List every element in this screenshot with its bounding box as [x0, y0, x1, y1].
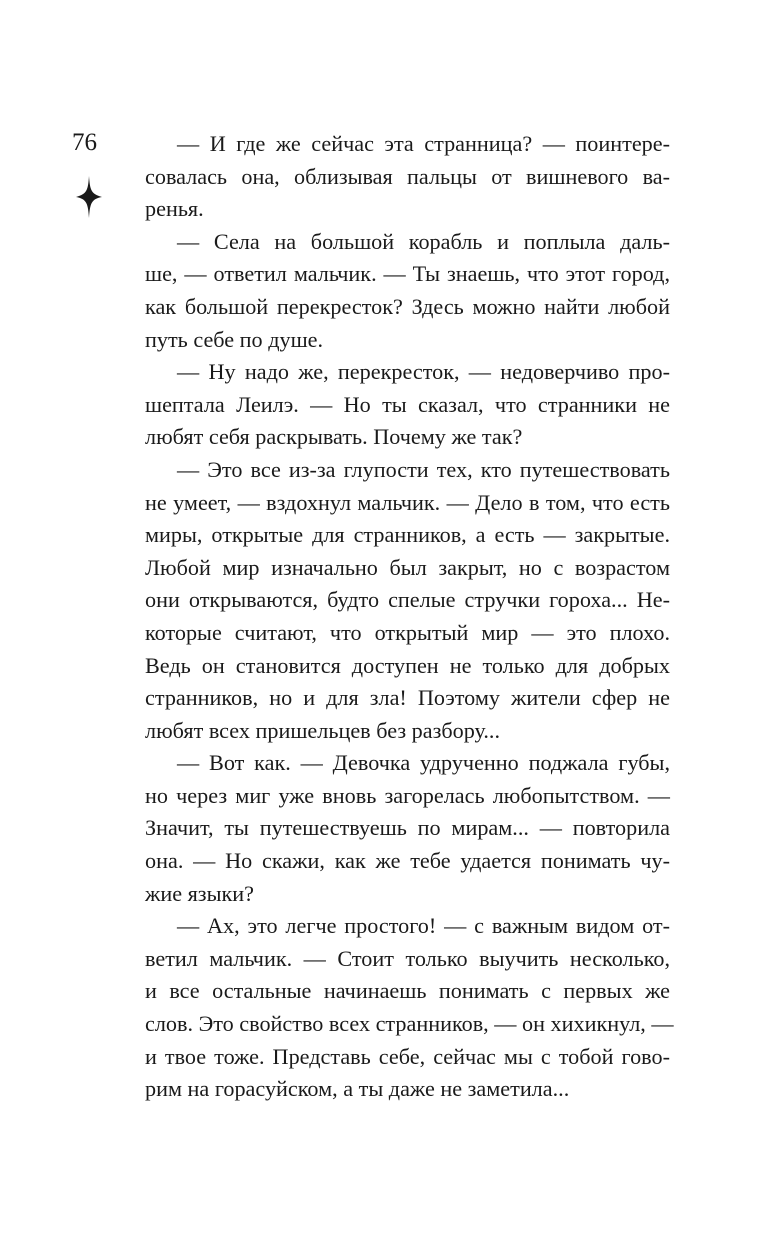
text-line: слов. Это свойство всех странников, — он хихикнул, — — [145, 1011, 674, 1037]
paragraph — [145, 747, 670, 910]
text-line: странников, но и для зла! Поэтому жители сфер не — [145, 685, 670, 711]
paragraph — [145, 128, 670, 226]
text-line: — Это все из-за глупости тех, кто путешествовать — [177, 456, 670, 482]
text-line: — Ну надо же, перекресток, — недоверчиво про- — [177, 359, 670, 385]
text-line: Ведь он становится доступен не только для добрых — [145, 652, 670, 678]
text-line: любят себя раскрывать. Почему же так? — [145, 424, 523, 450]
text-line: — Ах, это легче простого! — с важным видом от- — [177, 913, 670, 939]
text-line: — Села на большой корабль и поплыла даль- — [177, 228, 670, 254]
paragraph — [145, 356, 670, 454]
text-line: рим на горасуйском, а ты даже не заметила... — [145, 1076, 570, 1102]
body-text — [145, 128, 674, 1106]
text-line: и все остальные начинаешь понимать с первых же — [145, 978, 670, 1004]
text-line: она. — Но скажи, как же тебе удается понимать чу- — [145, 848, 670, 874]
text-line: ветил мальчик. — Стоит только выучить несколько, — [145, 945, 670, 971]
text-line: но через миг уже вновь загорелась любопытством. — — [145, 782, 670, 808]
paragraph — [145, 226, 670, 356]
text-line: путь себе по душе. — [145, 326, 324, 352]
text-line: не умеет, — вздохнул мальчик. — Дело в том, что есть — [145, 489, 670, 515]
text-line: миры, открытые для странников, а есть — закрытые. — [145, 522, 670, 548]
text-line: жие языки? — [145, 880, 254, 906]
text-line: ше, — ответил мальчик. — Ты знаешь, что этот город, — [145, 261, 670, 287]
paragraph — [145, 910, 674, 1106]
text-line: как большой перекресток? Здесь можно найти любой — [145, 293, 670, 319]
text-line: и твое тоже. Представь себе, сейчас мы с тобой гово- — [145, 1043, 670, 1069]
text-line: — И где же сейчас эта странница? — поинтере- — [177, 131, 670, 156]
text-line: которые считают, что открытый мир — это плохо. — [145, 619, 670, 645]
text-line: ренья. — [145, 196, 204, 222]
text-line: они открываются, будто спелые стручки гороха... Не- — [145, 587, 670, 613]
four-point-star-icon — [76, 176, 102, 218]
text-line: — Вот как. — Девочка удрученно поджала губы, — [177, 750, 670, 776]
text-line: шептала Леилэ. — Но ты сказал, что странники не — [145, 391, 670, 417]
text-line: Любой мир изначально был закрыт, но с возрастом — [145, 554, 670, 580]
text-line: любят всех пришельцев без разбору... — [145, 717, 501, 743]
text-line: совалась она, облизывая пальцы от вишневого ва- — [145, 163, 670, 189]
paragraph — [145, 454, 670, 747]
text-line: Значит, ты путешествуешь по мирам... — повторила — [145, 815, 670, 841]
page-number: 76 — [72, 129, 97, 156]
